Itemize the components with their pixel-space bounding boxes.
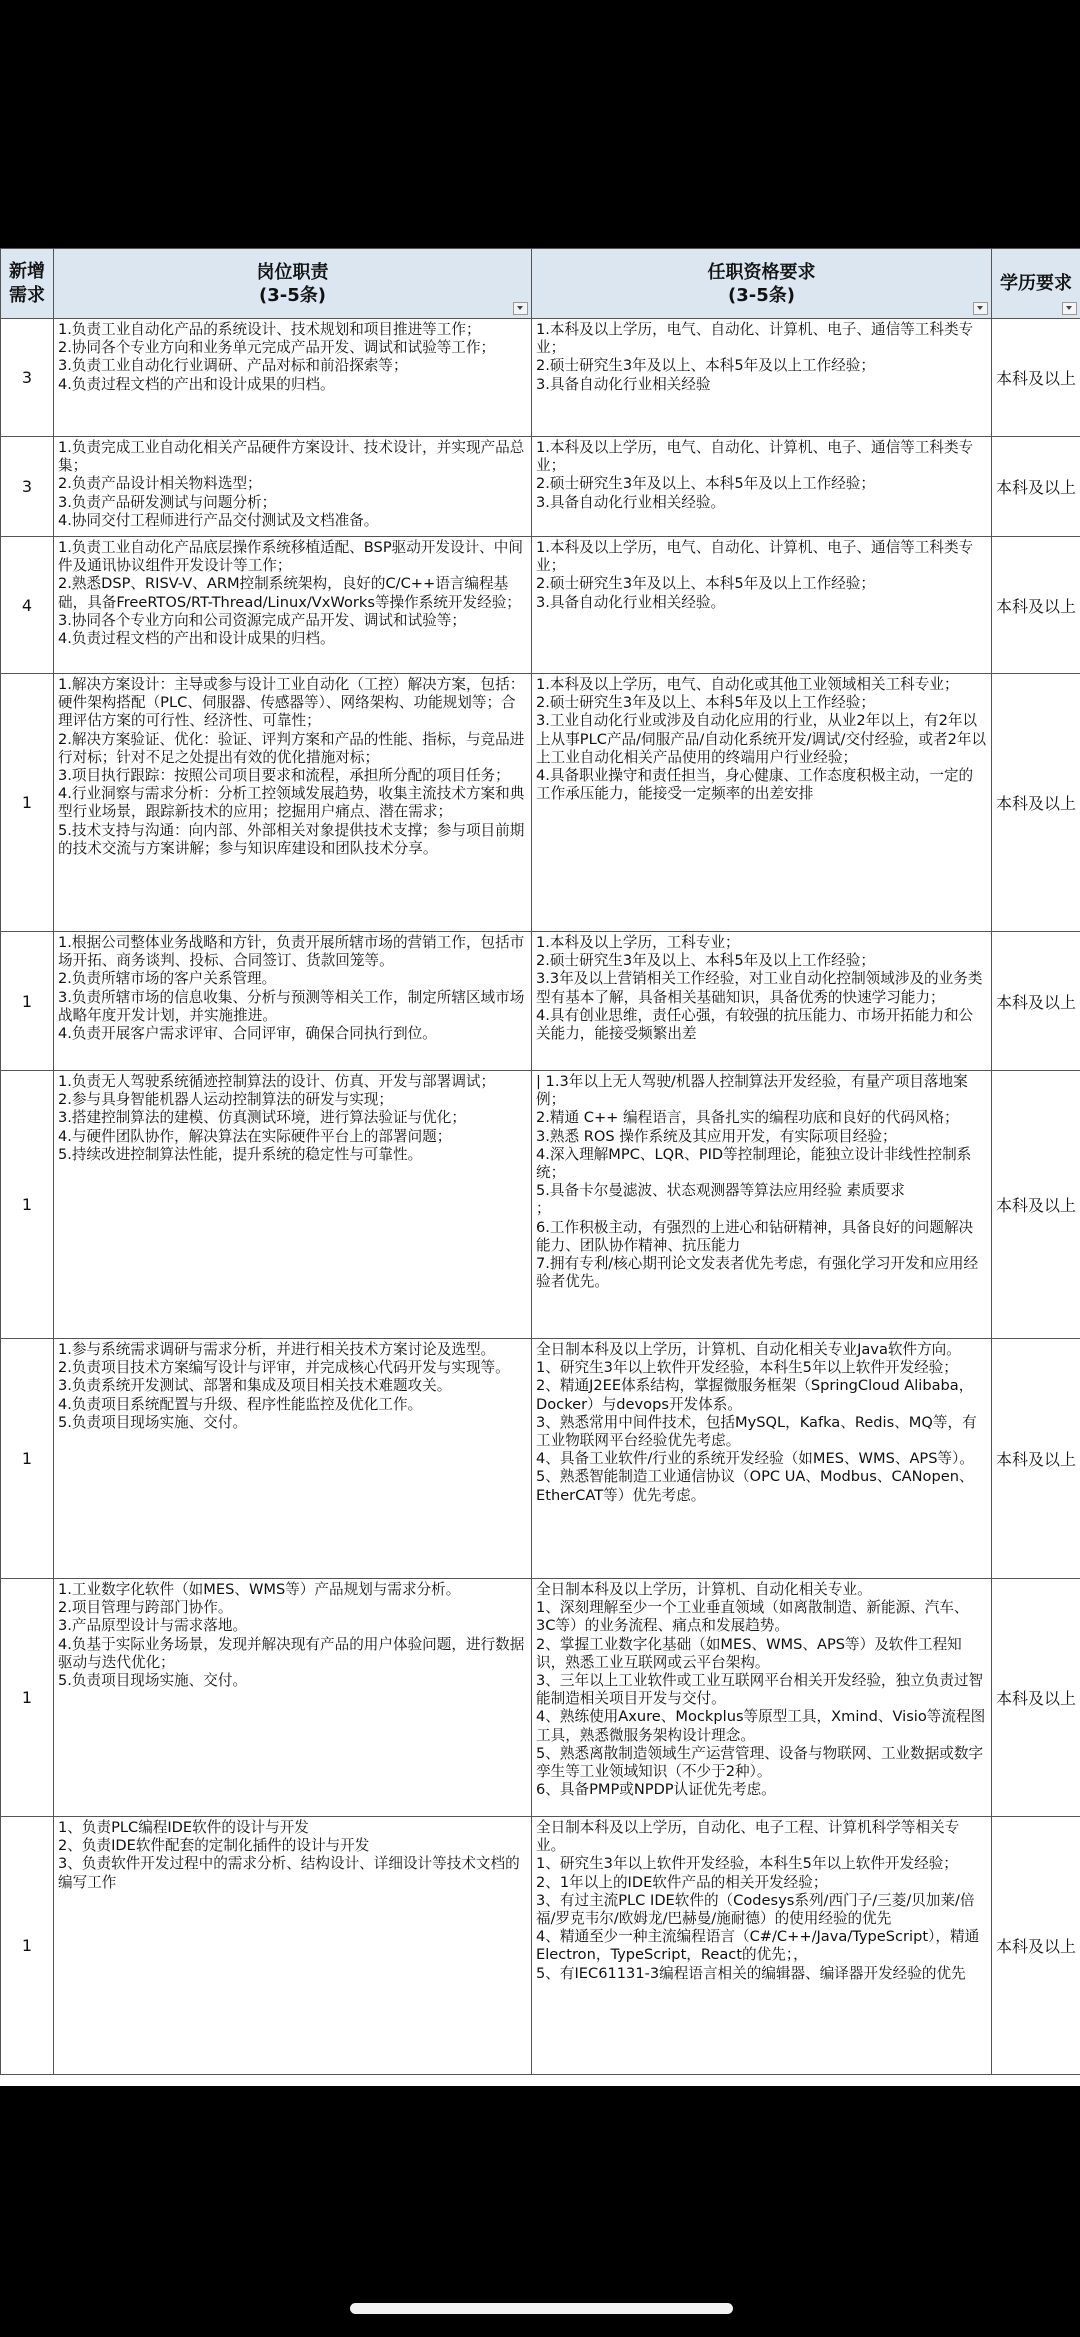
- requirement-line: 3、有过主流PLC IDE软件的（Codesys系列/西门子/三菱/贝加莱/倍福/罗克韦尔/欧姆龙/巴赫曼/施耐德）的使用经验的优先: [536, 1891, 975, 1928]
- requirement-line: 全日制本科及以上学历，计算机、自动化相关专业Java软件方向。: [536, 1341, 961, 1358]
- duty-line: 3.负责产品研发测试与问题分析；: [58, 493, 277, 511]
- requirement-line: 2.硕士研究生3年及以上、本科5年及以上工作经验；: [536, 952, 875, 970]
- header-count: 新增需求: [1, 249, 54, 319]
- cell-count[interactable]: 3: [1, 437, 54, 537]
- requirement-line: 1、深刻理解至少一个工业垂直领域（如离散制造、新能源、汽车、3C等）的业务流程、痛点和发展趋势。: [536, 1599, 969, 1635]
- requirement-line: 5.具备卡尔曼滤波、状态观测器等算法应用经验 素质要求: [536, 1182, 905, 1200]
- requirement-line: 1.本科及以上学历，电气、自动化、计算机、电子、通信等工科类专业；: [536, 539, 974, 575]
- requirement-line: ；: [536, 1200, 551, 1218]
- requirement-line: 1.本科及以上学历，电气、自动化、计算机、电子、通信等工科类专业；: [536, 439, 974, 475]
- job-requirements-sheet: [0, 248, 1080, 2086]
- duty-line: 5.负责项目现场实施、交付。: [58, 1413, 248, 1431]
- cell-requirements[interactable]: [532, 437, 992, 537]
- duty-line: 2.熟悉DSP、RISV-V、ARM控制系统架构，良好的C/C++语言编程基础，具备FreeRTOS/RT-Thread/Linux/VxWorks等操作系统开发经验；: [58, 575, 521, 611]
- requirement-line: | 1.3年以上无人驾驶/机器人控制算法开发经验，有量产项目落地案例；: [536, 1073, 968, 1109]
- requirement-line: 2、精通J2EE体系结构，掌握微服务框架（SpringCloud Alibaba，Docker）与devops开发体系。: [536, 1377, 974, 1413]
- requirement-line: 4、熟练使用Axure、Mockplus等原型工具，Xmind、Visio等流程图工具，熟悉微服务架构设计理念。: [536, 1708, 986, 1744]
- header-duty-title: 岗位职责: [256, 261, 329, 283]
- duty-line: 4.负责开展客户需求评审、合同评审，确保合同执行到位。: [58, 1025, 437, 1043]
- header-duty-sub: (3-5条): [259, 284, 326, 306]
- cell-education[interactable]: 本科及以上: [992, 674, 1080, 932]
- filter-dropdown-icon[interactable]: [973, 302, 988, 315]
- cell-count[interactable]: 1: [1, 674, 54, 932]
- requirement-line: 2.硕士研究生3年及以上、本科5年及以上工作经验；: [536, 575, 875, 593]
- requirement-line: 2、1年以上的IDE软件产品的相关开发经验；: [536, 1873, 828, 1891]
- requirement-line: 2.硕士研究生3年及以上、本科5年及以上工作经验；: [536, 694, 875, 712]
- header-req: [532, 249, 992, 319]
- duty-line: 2.协同各个专业方向和业务单元完成产品开发、调试和试验等工作；: [58, 339, 496, 357]
- requirement-line: 4.具有创业思维，责任心强，有较强的抗压能力、市场开拓能力和公关能力，能接受频繁出差: [536, 1006, 974, 1043]
- cell-count[interactable]: 1: [1, 1339, 54, 1579]
- duty-line: 5.负责项目现场实施、交付。: [58, 1672, 248, 1690]
- cell-education[interactable]: 本科及以上: [992, 1339, 1080, 1579]
- job-table: [0, 248, 1080, 2075]
- duty-line: 2.解决方案验证、优化：验证、评判方案和产品的性能、指标，与竞品进行对标；针对不足之处提出有效的优化措施对标；: [58, 730, 525, 766]
- table-row: [1, 674, 1080, 932]
- requirement-line: 3.具备自动化行业相关经验。: [536, 593, 726, 611]
- requirement-line: 1.本科及以上学历，工科专业；: [536, 934, 740, 951]
- duty-line: 3.搭建控制算法的建模、仿真测试环境，进行算法验证与优化；: [58, 1109, 466, 1127]
- duty-line: 3.负责所辖市场的信息收集、分析与预测等相关工作，制定所辖区域市场战略年度开发计划，并实施推进。: [58, 988, 525, 1024]
- cell-requirements[interactable]: [532, 932, 992, 1071]
- cell-count[interactable]: 1: [1, 1071, 54, 1339]
- duty-line: 3.负责工业自动化行业调研、产品对标和前沿探索等；: [58, 357, 408, 375]
- cell-education[interactable]: 本科及以上: [992, 1579, 1080, 1817]
- cell-count[interactable]: 1: [1, 1817, 54, 2075]
- filter-dropdown-icon[interactable]: [513, 302, 528, 315]
- cell-requirements[interactable]: [532, 1339, 992, 1579]
- cell-duty[interactable]: [54, 1339, 532, 1579]
- cell-duty[interactable]: [54, 932, 532, 1071]
- cell-count[interactable]: 4: [1, 537, 54, 674]
- duty-line: 4.负责过程文档的产出和设计成果的归档。: [58, 375, 335, 393]
- cell-count[interactable]: 1: [1, 1579, 54, 1817]
- duty-line: 5.技术支持与沟通：向内部、外部相关对象提供技术支撑；参与项目前期的技术交流与方案讲解；参与知识库建设和团队技术分享。: [58, 821, 525, 857]
- table-row: [1, 1071, 1080, 1339]
- duty-line: 4.协同交付工程师进行产品交付测试及文档准备。: [58, 511, 379, 529]
- header-duty: [54, 249, 532, 319]
- header-req-title: 任职资格要求: [707, 261, 816, 283]
- duty-line: 2.参与具身智能机器人运动控制算法的研发与实现；: [58, 1091, 393, 1109]
- duty-line: 3.协同各个专业方向和公司资源完成产品开发、调试和试验等；: [58, 611, 466, 629]
- requirement-line: 1.本科及以上学历，电气、自动化或其他工业领域相关工科专业；: [536, 676, 959, 693]
- requirement-line: 5、熟悉离散制造领域生产运营管理、设备与物联网、工业数据或数字孪生等工业领域知识（不少于2种）。: [536, 1744, 984, 1781]
- duty-line: 5.持续改进控制算法性能，提升系统的稳定性与可靠性。: [58, 1145, 423, 1163]
- requirement-line: 3.工业自动化行业或涉及自动化应用的行业，从业2年以上，有2年以上从事PLC产品/伺服产品/自动化系统开发/调试/交付经验，或者2年以上工业自动化相关产品使用的终端用户行业经验；: [536, 712, 987, 766]
- requirement-line: 5、熟悉智能制造工业通信协议（OPC UA、Modbus、CANopen、EtherCAT等）优先考虑。: [536, 1468, 974, 1504]
- requirement-line: 3.3年及以上营销相关工作经验，对工业自动化控制领域涉及的业务类型有基本了解，具备相关基础知识，具备优秀的快速学习能力；: [536, 970, 983, 1006]
- duty-line: 2.项目管理与跨部门协作。: [58, 1599, 233, 1617]
- cell-requirements[interactable]: [532, 1579, 992, 1817]
- duty-line: 3.产品原型设计与需求落地。: [58, 1617, 248, 1635]
- duty-line: 3.负责系统开发测试、部署和集成及项目相关技术难题攻关。: [58, 1377, 452, 1395]
- cell-requirements[interactable]: [532, 1817, 992, 2075]
- requirement-line: 6.工作积极主动，有强烈的上进心和钻研精神，具备良好的问题解决能力、团队协作精神、抗压能力: [536, 1218, 974, 1254]
- requirement-line: 2.硕士研究生3年及以上、本科5年及以上工作经验；: [536, 475, 875, 493]
- cell-duty[interactable]: [54, 1817, 532, 2075]
- filter-dropdown-icon[interactable]: [1062, 302, 1077, 315]
- requirement-line: 全日制本科及以上学历，计算机、自动化相关专业。: [536, 1581, 872, 1598]
- header-req-sub: (3-5条): [728, 284, 795, 306]
- cell-education[interactable]: 本科及以上: [992, 319, 1080, 437]
- requirement-line: 1、研究生3年以上软件开发经验，本科生5年以上软件开发经验；: [536, 1359, 958, 1377]
- cell-education[interactable]: 本科及以上: [992, 537, 1080, 674]
- requirement-line: 1.本科及以上学历，电气、自动化、计算机、电子、通信等工科类专业；: [536, 321, 974, 357]
- requirement-line: 2、掌握工业数字化基础（如MES、WMS、APS等）及软件工程知识，熟悉工业互联网或云平台架构。: [536, 1635, 962, 1671]
- cell-duty[interactable]: [54, 1579, 532, 1817]
- duty-line: 4.负责项目系统配置与升级、程序性能监控及优化工作。: [58, 1395, 423, 1413]
- duty-line: 1.参与系统需求调研与需求分析，并进行相关技术方案讨论及选型。: [58, 1341, 496, 1358]
- table-row: [1, 437, 1080, 537]
- header-row: [1, 249, 1080, 319]
- cell-duty[interactable]: [54, 674, 532, 932]
- table-row: [1, 1579, 1080, 1817]
- cell-requirements[interactable]: [532, 537, 992, 674]
- duty-line: 1.负责无人驾驶系统循迹控制算法的设计、仿真、开发与部署调试；: [58, 1073, 496, 1090]
- requirement-line: 6、具备PMP或NPDP认证优先考虑。: [536, 1781, 776, 1799]
- home-indicator[interactable]: [350, 2303, 733, 2314]
- duty-line: 1.工业数字化软件（如MES、WMS等）产品规划与需求分析。: [58, 1581, 461, 1598]
- duty-line: 4.行业洞察与需求分析：分析工控领域发展趋势，收集主流技术方案和典型行业场景，跟踪新技术的应用；挖掘用户痛点、潜在需求；: [58, 785, 525, 821]
- cell-duty[interactable]: [54, 537, 532, 674]
- cell-duty[interactable]: [54, 437, 532, 537]
- duty-line: 3、负责软件开发过程中的需求分析、结构设计、详细设计等技术文档的编写工作: [58, 1855, 520, 1891]
- requirement-line: 3.具备自动化行业相关经验。: [536, 493, 726, 511]
- duty-line: 1.负责工业自动化产品底层操作系统移植适配、BSP驱动开发设计、中间件及通讯协议组件开发设计等工作；: [58, 539, 523, 575]
- table-row: [1, 537, 1080, 674]
- requirement-line: 2.精通 C++ 编程语言，具备扎实的编程功底和良好的代码风格；: [536, 1109, 959, 1127]
- duty-line: 1.负责工业自动化产品的系统设计、技术规划和项目推进等工作；: [58, 321, 481, 338]
- requirement-line: 3.熟悉 ROS 操作系统及其应用开发，有实际项目经验；: [536, 1127, 897, 1145]
- duty-line: 2.负责项目技术方案编写设计与评审，并完成核心代码开发与实现等。: [58, 1359, 510, 1377]
- duty-line: 1、负责PLC编程IDE软件的设计与开发: [58, 1819, 309, 1836]
- cell-requirements[interactable]: [532, 319, 992, 437]
- requirement-line: 7.拥有专利/核心期刊论文发表者优先考虑，有强化学习开发和应用经验者优先。: [536, 1255, 979, 1291]
- requirement-line: 1、研究生3年以上软件开发经验，本科生5年以上软件开发经验；: [536, 1855, 958, 1873]
- table-row: [1, 319, 1080, 437]
- table-row: [1, 1339, 1080, 1579]
- duty-line: 2.负责所辖市场的客户关系管理。: [58, 970, 277, 988]
- duty-line: 2、负责IDE软件配套的定制化插件的设计与开发: [58, 1837, 370, 1855]
- duty-line: 4.负基于实际业务场景，发现并解决现有产品的用户体验问题，进行数据驱动与迭代优化；: [58, 1635, 525, 1671]
- cell-requirements[interactable]: [532, 674, 992, 932]
- cell-education[interactable]: 本科及以上: [992, 437, 1080, 537]
- duty-line: 1.解决方案设计：主导或参与设计工业自动化（工控）解决方案，包括：硬件架构搭配（PLC、伺服器、传感器等）、网络架构、功能规划等；合理评估方案的可行性、经济性、可靠性；: [58, 676, 525, 730]
- duty-line: 2.负责产品设计相关物料选型；: [58, 475, 262, 493]
- requirement-line: 4、精通至少一种主流编程语言（C#/C++/Java/TypeScript），精通Electron，TypeScript，React的优先；，: [536, 1928, 980, 1964]
- requirement-line: 4.深入理解MPC、LQR、PID等控制理论，能独立设计非线性控制系统；: [536, 1145, 972, 1182]
- cell-education[interactable]: 本科及以上: [992, 1817, 1080, 2075]
- duty-line: 4.与硬件团队协作，解决算法在实际硬件平台上的部署问题；: [58, 1127, 452, 1145]
- requirement-line: 全日制本科及以上学历，自动化、电子工程、计算机科学等相关专业。: [536, 1819, 960, 1855]
- duty-line: 1.根据公司整体业务战略和方针，负责开展所辖市场的营销工作，包括市场开拓、商务谈判、投标、合同签订、货款回笼等。: [58, 934, 525, 970]
- cell-requirements[interactable]: [532, 1071, 992, 1339]
- table-row: [1, 1817, 1080, 2075]
- duty-line: 1.负责完成工业自动化相关产品硬件方案设计、技术设计，并实现产品总集；: [58, 439, 525, 475]
- requirement-line: 4、具备工业软件/行业的系统开发经验（如MES、WMS、APS等）。: [536, 1450, 974, 1468]
- cell-count[interactable]: 1: [1, 932, 54, 1071]
- cell-education[interactable]: 本科及以上: [992, 1071, 1080, 1339]
- cell-duty[interactable]: [54, 1071, 532, 1339]
- requirement-line: 3、熟悉常用中间件技术，包括MySQL，Kafka、Redis、MQ等，有工业物联网平台经验优先考虑。: [536, 1413, 977, 1450]
- duty-line: 3.项目执行跟踪：按照公司项目要求和流程，承担所分配的项目任务；: [58, 767, 510, 785]
- requirement-line: 2.硕士研究生3年及以上、本科5年及以上工作经验；: [536, 357, 875, 375]
- requirement-line: 5、有IEC61131-3编程语言相关的编辑器、编译器开发经验的优先: [536, 1964, 966, 1982]
- cell-duty[interactable]: [54, 319, 532, 437]
- duty-line: 4.负责过程文档的产出和设计成果的归档。: [58, 630, 335, 648]
- requirement-line: 3.具备自动化行业相关经验: [536, 375, 711, 393]
- cell-education[interactable]: 本科及以上: [992, 932, 1080, 1071]
- cell-count[interactable]: 3: [1, 319, 54, 437]
- table-row: [1, 932, 1080, 1071]
- requirement-line: 3、三年以上工业软件或工业互联网平台相关开发经验，独立负责过智能制造相关项目开发与交付。: [536, 1672, 984, 1708]
- requirement-line: 4.具备职业操守和责任担当，身心健康、工作态度积极主动，一定的工作承压能力，能接受一定频率的出差安排: [536, 767, 974, 803]
- header-edu: 学历要求: [992, 249, 1080, 319]
